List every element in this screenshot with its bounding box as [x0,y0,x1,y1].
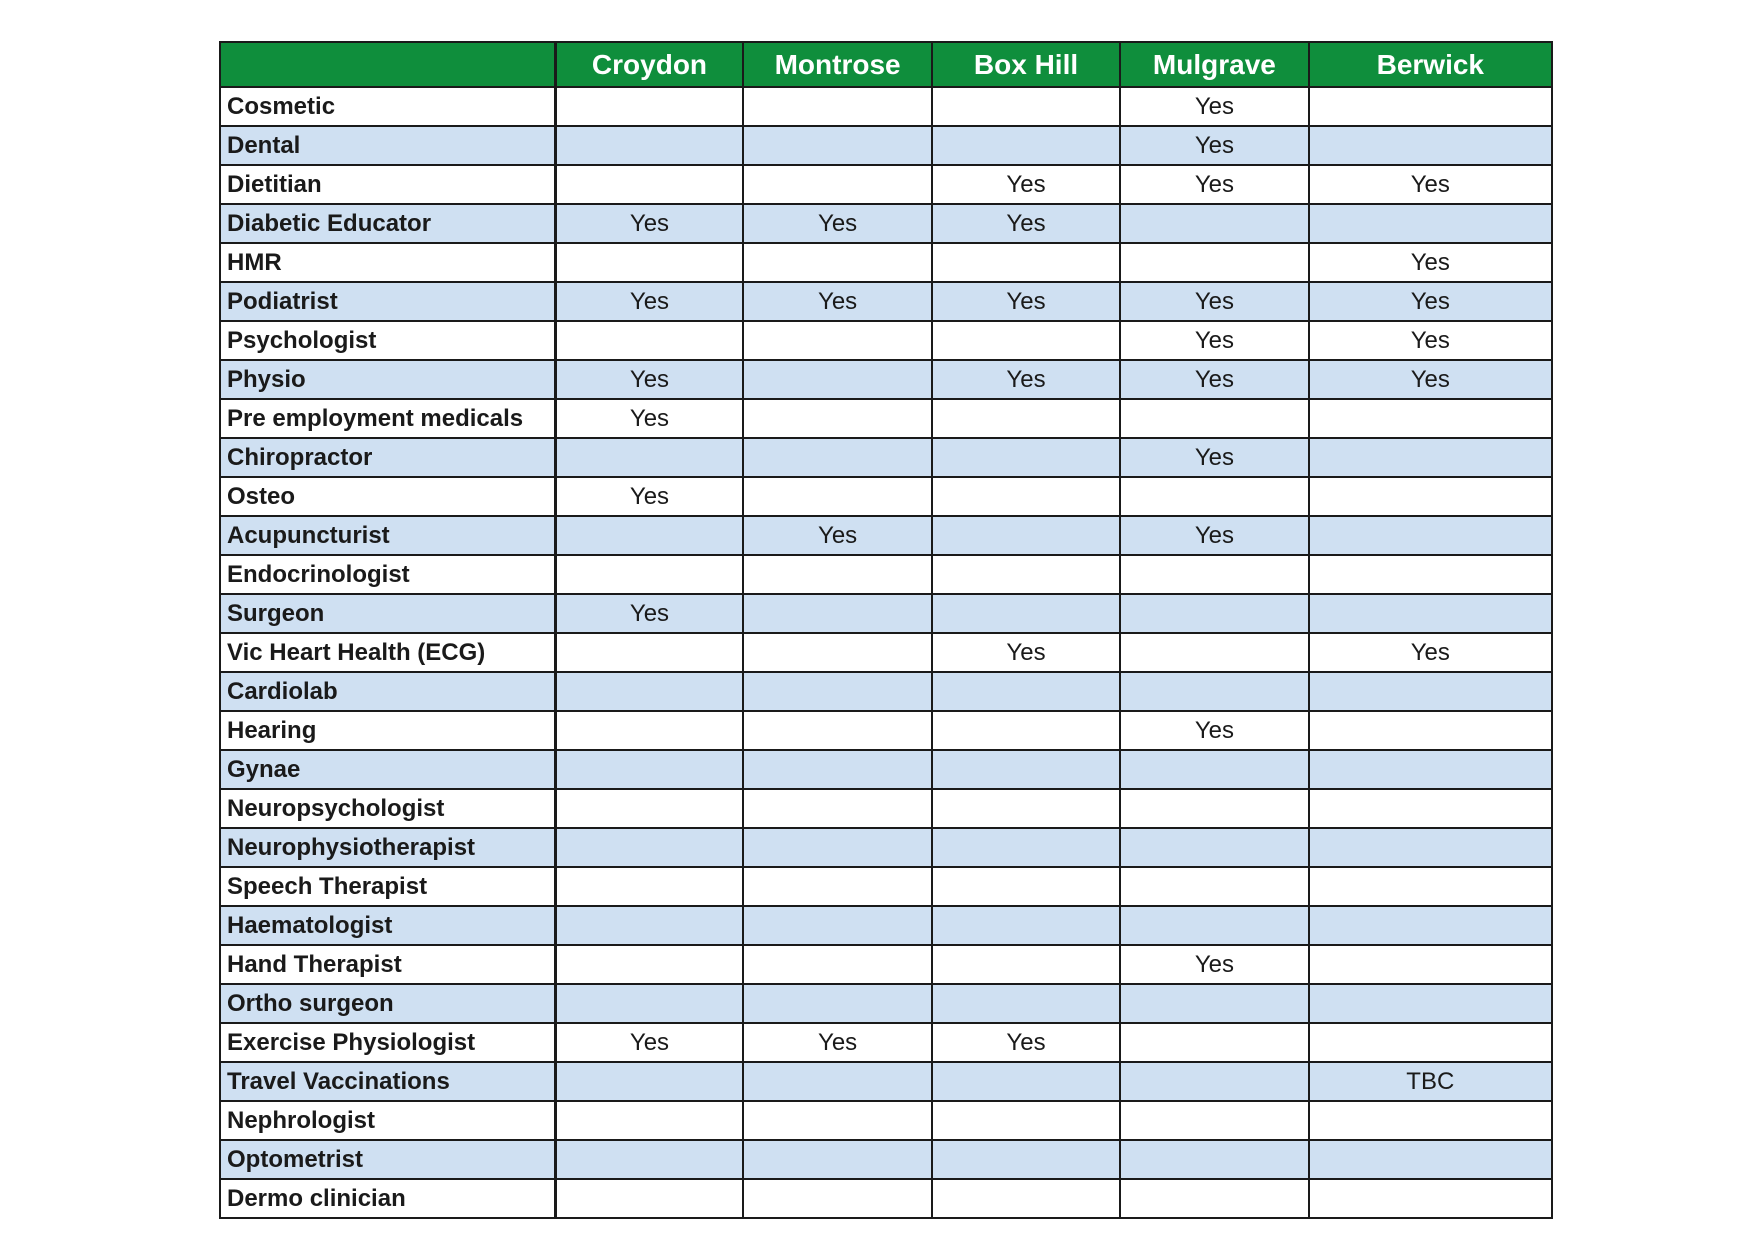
column-header-mulgrave: Mulgrave [1120,42,1308,87]
availability-cell-mulgrave: Yes [1120,321,1308,360]
availability-cell-berwick [1309,711,1552,750]
availability-cell-box-hill: Yes [932,204,1120,243]
availability-cell-mulgrave [1120,672,1308,711]
column-header-box-hill: Box Hill [932,42,1120,87]
availability-cell-montrose: Yes [743,1023,931,1062]
service-name-cell: Travel Vaccinations [220,1062,555,1101]
availability-cell-croydon [555,1140,743,1179]
service-name-cell: Psychologist [220,321,555,360]
availability-cell-mulgrave [1120,555,1308,594]
availability-cell-croydon [555,516,743,555]
availability-cell-mulgrave [1120,1062,1308,1101]
availability-cell-montrose [743,438,931,477]
table-row [220,633,1552,672]
table-row [220,87,1552,126]
availability-cell-berwick [1309,438,1552,477]
availability-cell-mulgrave [1120,867,1308,906]
availability-cell-croydon [555,1101,743,1140]
availability-cell-berwick: Yes [1309,282,1552,321]
availability-cell-mulgrave [1120,243,1308,282]
availability-cell-montrose [743,243,931,282]
availability-cell-montrose: Yes [743,282,931,321]
availability-cell-mulgrave: Yes [1120,360,1308,399]
service-name-cell: Neurophysiotherapist [220,828,555,867]
availability-cell-mulgrave: Yes [1120,438,1308,477]
availability-cell-montrose [743,1062,931,1101]
availability-cell-berwick: Yes [1309,633,1552,672]
availability-cell-box-hill: Yes [932,633,1120,672]
availability-cell-croydon [555,867,743,906]
availability-cell-berwick: Yes [1309,165,1552,204]
availability-cell-montrose [743,633,931,672]
availability-cell-croydon: Yes [555,204,743,243]
availability-cell-croydon [555,438,743,477]
availability-cell-croydon [555,321,743,360]
availability-cell-montrose [743,165,931,204]
availability-cell-box-hill [932,1140,1120,1179]
availability-cell-mulgrave: Yes [1120,87,1308,126]
availability-cell-berwick [1309,867,1552,906]
table-row [220,165,1552,204]
availability-cell-box-hill [932,477,1120,516]
table-row [220,516,1552,555]
availability-cell-montrose [743,711,931,750]
service-name-cell: Dermo clinician [220,1179,555,1218]
table-row [220,477,1552,516]
availability-cell-berwick [1309,750,1552,789]
availability-cell-croydon [555,243,743,282]
service-name-cell: Speech Therapist [220,867,555,906]
availability-cell-montrose [743,672,931,711]
availability-cell-mulgrave: Yes [1120,165,1308,204]
table-row [220,1062,1552,1101]
availability-cell-berwick [1309,828,1552,867]
service-name-cell: Hand Therapist [220,945,555,984]
availability-cell-box-hill [932,672,1120,711]
availability-cell-box-hill [932,516,1120,555]
service-name-cell: Hearing [220,711,555,750]
availability-cell-box-hill: Yes [932,165,1120,204]
availability-cell-croydon [555,555,743,594]
service-name-cell: Endocrinologist [220,555,555,594]
availability-cell-montrose [743,321,931,360]
availability-cell-box-hill [932,1179,1120,1218]
service-name-cell: Neuropsychologist [220,789,555,828]
availability-cell-croydon [555,711,743,750]
service-name-cell: Gynae [220,750,555,789]
availability-cell-croydon [555,828,743,867]
service-name-cell: Osteo [220,477,555,516]
availability-cell-montrose [743,1101,931,1140]
availability-cell-mulgrave [1120,906,1308,945]
service-name-cell: Cosmetic [220,87,555,126]
availability-cell-berwick [1309,1140,1552,1179]
service-name-cell: Haematologist [220,906,555,945]
availability-cell-croydon [555,789,743,828]
service-name-cell: Surgeon [220,594,555,633]
column-header-montrose: Montrose [743,42,931,87]
table-body [220,87,1552,1218]
availability-cell-croydon [555,633,743,672]
header-corner-cell [220,42,555,87]
availability-cell-box-hill [932,243,1120,282]
availability-cell-croydon [555,672,743,711]
availability-cell-mulgrave [1120,984,1308,1023]
availability-cell-mulgrave [1120,204,1308,243]
table-row [220,984,1552,1023]
availability-cell-montrose [743,555,931,594]
availability-cell-mulgrave [1120,789,1308,828]
availability-cell-berwick: TBC [1309,1062,1552,1101]
service-name-cell: Dental [220,126,555,165]
table-row [220,126,1552,165]
availability-cell-montrose [743,789,931,828]
availability-cell-berwick [1309,126,1552,165]
service-name-cell: HMR [220,243,555,282]
availability-cell-montrose [743,984,931,1023]
availability-cell-box-hill [932,1062,1120,1101]
availability-cell-croydon [555,165,743,204]
availability-cell-montrose [743,906,931,945]
availability-cell-box-hill [932,87,1120,126]
service-name-cell: Dietitian [220,165,555,204]
availability-cell-montrose [743,360,931,399]
availability-cell-berwick: Yes [1309,360,1552,399]
availability-cell-box-hill: Yes [932,282,1120,321]
service-name-cell: Diabetic Educator [220,204,555,243]
availability-cell-berwick: Yes [1309,321,1552,360]
service-name-cell: Podiatrist [220,282,555,321]
availability-cell-croydon: Yes [555,1023,743,1062]
availability-cell-berwick [1309,1023,1552,1062]
availability-cell-montrose [743,1179,931,1218]
availability-cell-box-hill [932,906,1120,945]
table-row [220,828,1552,867]
availability-cell-montrose [743,867,931,906]
availability-cell-mulgrave [1120,594,1308,633]
availability-cell-berwick [1309,555,1552,594]
service-name-cell: Exercise Physiologist [220,1023,555,1062]
availability-cell-box-hill [932,867,1120,906]
table-row [220,360,1552,399]
services-table [219,41,1553,1219]
availability-cell-berwick [1309,984,1552,1023]
service-name-cell: Chiropractor [220,438,555,477]
availability-cell-box-hill [932,126,1120,165]
availability-cell-box-hill: Yes [932,360,1120,399]
table-row [220,1179,1552,1218]
availability-cell-berwick [1309,945,1552,984]
service-name-cell: Vic Heart Health (ECG) [220,633,555,672]
service-name-cell: Physio [220,360,555,399]
availability-cell-berwick [1309,516,1552,555]
availability-cell-box-hill [932,945,1120,984]
header-row [220,42,1552,87]
availability-cell-montrose [743,87,931,126]
availability-cell-montrose: Yes [743,204,931,243]
availability-cell-croydon [555,87,743,126]
availability-cell-box-hill [932,594,1120,633]
services-availability-sheet [219,41,1553,1219]
service-name-cell: Cardiolab [220,672,555,711]
availability-cell-mulgrave [1120,828,1308,867]
service-name-cell: Ortho surgeon [220,984,555,1023]
availability-cell-berwick [1309,87,1552,126]
availability-cell-box-hill [932,321,1120,360]
table-row [220,555,1552,594]
availability-cell-mulgrave [1120,1101,1308,1140]
table-row [220,204,1552,243]
table-row [220,1101,1552,1140]
table-row [220,945,1552,984]
service-name-cell: Optometrist [220,1140,555,1179]
availability-cell-montrose [743,750,931,789]
availability-cell-montrose [743,1140,931,1179]
availability-cell-croydon: Yes [555,282,743,321]
table-row [220,438,1552,477]
availability-cell-berwick [1309,789,1552,828]
column-header-berwick: Berwick [1309,42,1552,87]
table-row [220,1140,1552,1179]
availability-cell-berwick [1309,399,1552,438]
availability-cell-berwick [1309,204,1552,243]
availability-cell-croydon [555,126,743,165]
availability-cell-mulgrave [1120,750,1308,789]
availability-cell-croydon [555,984,743,1023]
availability-cell-mulgrave: Yes [1120,126,1308,165]
availability-cell-croydon: Yes [555,477,743,516]
availability-cell-montrose [743,399,931,438]
availability-cell-montrose [743,477,931,516]
availability-cell-montrose: Yes [743,516,931,555]
availability-cell-montrose [743,828,931,867]
availability-cell-mulgrave [1120,399,1308,438]
availability-cell-berwick [1309,594,1552,633]
availability-cell-box-hill [932,984,1120,1023]
availability-cell-mulgrave [1120,1140,1308,1179]
column-header-croydon: Croydon [555,42,743,87]
availability-cell-box-hill: Yes [932,1023,1120,1062]
availability-cell-mulgrave [1120,477,1308,516]
availability-cell-box-hill [932,789,1120,828]
availability-cell-montrose [743,945,931,984]
availability-cell-croydon: Yes [555,399,743,438]
table-row [220,906,1552,945]
table-row [220,711,1552,750]
availability-cell-mulgrave [1120,1023,1308,1062]
table-row [220,282,1552,321]
service-name-cell: Pre employment medicals [220,399,555,438]
availability-cell-box-hill [932,438,1120,477]
availability-cell-box-hill [932,750,1120,789]
availability-cell-croydon [555,906,743,945]
availability-cell-berwick [1309,1179,1552,1218]
availability-cell-croydon [555,1179,743,1218]
availability-cell-croydon: Yes [555,594,743,633]
table-row [220,789,1552,828]
table-row [220,1023,1552,1062]
availability-cell-box-hill [932,555,1120,594]
availability-cell-mulgrave: Yes [1120,945,1308,984]
availability-cell-croydon [555,750,743,789]
table-row [220,243,1552,282]
availability-cell-mulgrave [1120,633,1308,672]
availability-cell-mulgrave: Yes [1120,711,1308,750]
availability-cell-mulgrave [1120,1179,1308,1218]
availability-cell-montrose [743,126,931,165]
availability-cell-box-hill [932,1101,1120,1140]
availability-cell-berwick [1309,906,1552,945]
availability-cell-montrose [743,594,931,633]
availability-cell-berwick [1309,672,1552,711]
service-name-cell: Acupuncturist [220,516,555,555]
availability-cell-box-hill [932,711,1120,750]
availability-cell-mulgrave: Yes [1120,282,1308,321]
availability-cell-berwick [1309,477,1552,516]
table-row [220,867,1552,906]
table-row [220,594,1552,633]
table-row [220,399,1552,438]
availability-cell-berwick: Yes [1309,243,1552,282]
service-name-cell: Nephrologist [220,1101,555,1140]
availability-cell-croydon [555,1062,743,1101]
table-row [220,750,1552,789]
availability-cell-croydon [555,945,743,984]
availability-cell-mulgrave: Yes [1120,516,1308,555]
availability-cell-croydon: Yes [555,360,743,399]
table-row [220,672,1552,711]
table-header [220,42,1552,87]
table-row [220,321,1552,360]
availability-cell-berwick [1309,1101,1552,1140]
availability-cell-box-hill [932,399,1120,438]
availability-cell-box-hill [932,828,1120,867]
